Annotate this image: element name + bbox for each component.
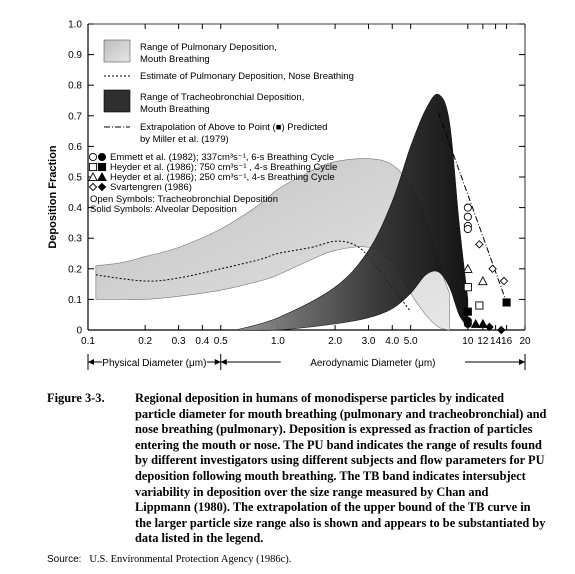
x-tick-label: 0.5	[213, 336, 228, 347]
legend-note: Solid Symbols: Alveolar Deposition	[90, 204, 237, 215]
x-tick-label: 0.4	[195, 336, 210, 347]
data-point-solid-diamond	[498, 326, 505, 333]
legend-note: Open Symbols: Tracheobronchial Deposition	[90, 194, 278, 205]
legend-label-extrapolation: by Miller et al. (1979)	[140, 134, 229, 145]
aero-arrow-left-head	[221, 359, 227, 365]
x-tick-label: 20	[519, 336, 531, 347]
data-point-open-square	[464, 284, 471, 291]
data-point-solid-triangle	[472, 320, 480, 328]
data-point-open-triangle	[464, 265, 472, 273]
legend-marker-solid-diamond	[98, 183, 105, 190]
y-tick-label: 0.3	[68, 233, 82, 245]
y-tick-label: 0.4	[68, 203, 82, 215]
x-tick-label: 3.0	[361, 336, 376, 347]
legend-label-nose-line: Estimate of Pulmonary Deposition, Nose Breathing	[140, 71, 354, 82]
y-tick-label: 0.6	[68, 141, 82, 153]
legend-swatch-tb-band	[104, 90, 130, 112]
physical-arrow-right-head	[215, 359, 221, 365]
y-tick-label: 0	[76, 325, 82, 337]
source-text: U.S. Environmental Protection Agency (1986c).	[89, 554, 292, 565]
data-point-open-circle	[464, 225, 471, 232]
legend-marker-solid-triangle	[98, 173, 106, 181]
caption-text: Regional deposition in humans of monodisperse particles by indicated particle diameter for mouth breathing (pulmonary and tracheobronchial) and nose breathing (pulmonary). Deposition is expressed as fraction of particles entering the mouth or nose. The PU band indicates the range of results found by different investigators using different subjects and flow parameters for PU deposition following mouth breathing. The TB band indicates intersubject variability in deposition over the size range measured by Chan and Lippmann (1980). The extrapolation of the upper bound of the TB curve in the larger particle size range also is shown and appears to be substantiated by data listed in the legend.	[135, 391, 547, 546]
legend-marker-solid-square	[98, 163, 105, 170]
legend-label-pu-band: Mouth Breathing	[140, 54, 210, 65]
x-tick-label: 5.0	[403, 336, 418, 347]
x-tick-label: 0.3	[171, 336, 186, 347]
data-point-open-circle	[464, 213, 471, 220]
legend-label-marker: Svartengren (1986)	[110, 182, 192, 193]
data-point-open-triangle	[479, 277, 487, 285]
legend-label-marker: Heyder et al. (1986); 250 cm³s⁻¹, 4-s Breathing Cycle	[110, 172, 335, 183]
legend-marker-open-square	[89, 163, 96, 170]
legend-swatch-pu-band	[104, 40, 130, 62]
data-point-open-diamond	[476, 241, 483, 248]
data-point-open-square	[476, 302, 483, 309]
x-axis-title-aerodynamic: Aerodynamic Diameter (μm)	[310, 358, 436, 369]
data-point-solid-square	[464, 308, 471, 315]
y-tick-label: 0.9	[68, 50, 82, 62]
data-point-solid-triangle	[479, 320, 487, 328]
x-tick-label: 16	[501, 336, 513, 347]
legend-marker-solid-circle	[98, 153, 105, 160]
data-point-solid-square	[503, 299, 510, 306]
x-axis-title-physical: Physical Diameter (μm)	[102, 358, 207, 369]
data-point-open-circle	[464, 204, 471, 211]
x-tick-label: 1.0	[270, 336, 285, 347]
y-tick-label: 0.7	[68, 111, 82, 123]
y-tick-label: 0.5	[68, 172, 82, 184]
legend-marker-open-circle	[89, 153, 96, 160]
legend-label-marker: Emmett et al. (1982); 337cm³s⁻¹, 6-s Breathing Cycle	[110, 152, 335, 163]
y-tick-label: 0.8	[68, 80, 82, 92]
y-tick-label: 1.0	[68, 19, 82, 31]
x-tick-label: 0.1	[81, 336, 95, 347]
x-tick-label: 2.0	[328, 336, 343, 347]
source-label: Source:	[47, 554, 82, 565]
legend-marker-open-diamond	[89, 183, 96, 190]
legend-label-pu-band: Range of Pulmonary Deposition,	[140, 42, 277, 53]
legend-label-tb-band: Range of Tracheobronchial Deposition,	[140, 92, 305, 103]
x-tick-label: 14	[490, 336, 502, 347]
y-tick-label: 0.2	[68, 264, 82, 276]
y-axis-title: Deposition Fraction	[47, 145, 59, 249]
legend-label-extrapolation: Extrapolation of Above to Point (■) Predicted	[140, 122, 328, 133]
data-point-solid-circle	[464, 320, 471, 327]
source-line	[47, 554, 291, 565]
data-point-open-diamond	[500, 277, 507, 284]
y-tick-label: 0.1	[68, 294, 82, 306]
x-tick-label: 4.0	[385, 336, 400, 347]
x-tick-label: 12	[477, 336, 489, 347]
x-tick-label: 10	[462, 336, 474, 347]
aero-arrow-right-head	[519, 359, 525, 365]
caption-label: Figure 3-3.	[47, 391, 105, 405]
legend-label-tb-band: Mouth Breathing	[140, 104, 210, 115]
physical-arrow-left-head	[88, 359, 94, 365]
x-tick-label: 0.2	[138, 336, 153, 347]
legend-label-marker: Heyder et al. (1986); 750 cm³s⁻¹ , 4-s Breathing Cycle	[110, 162, 338, 173]
